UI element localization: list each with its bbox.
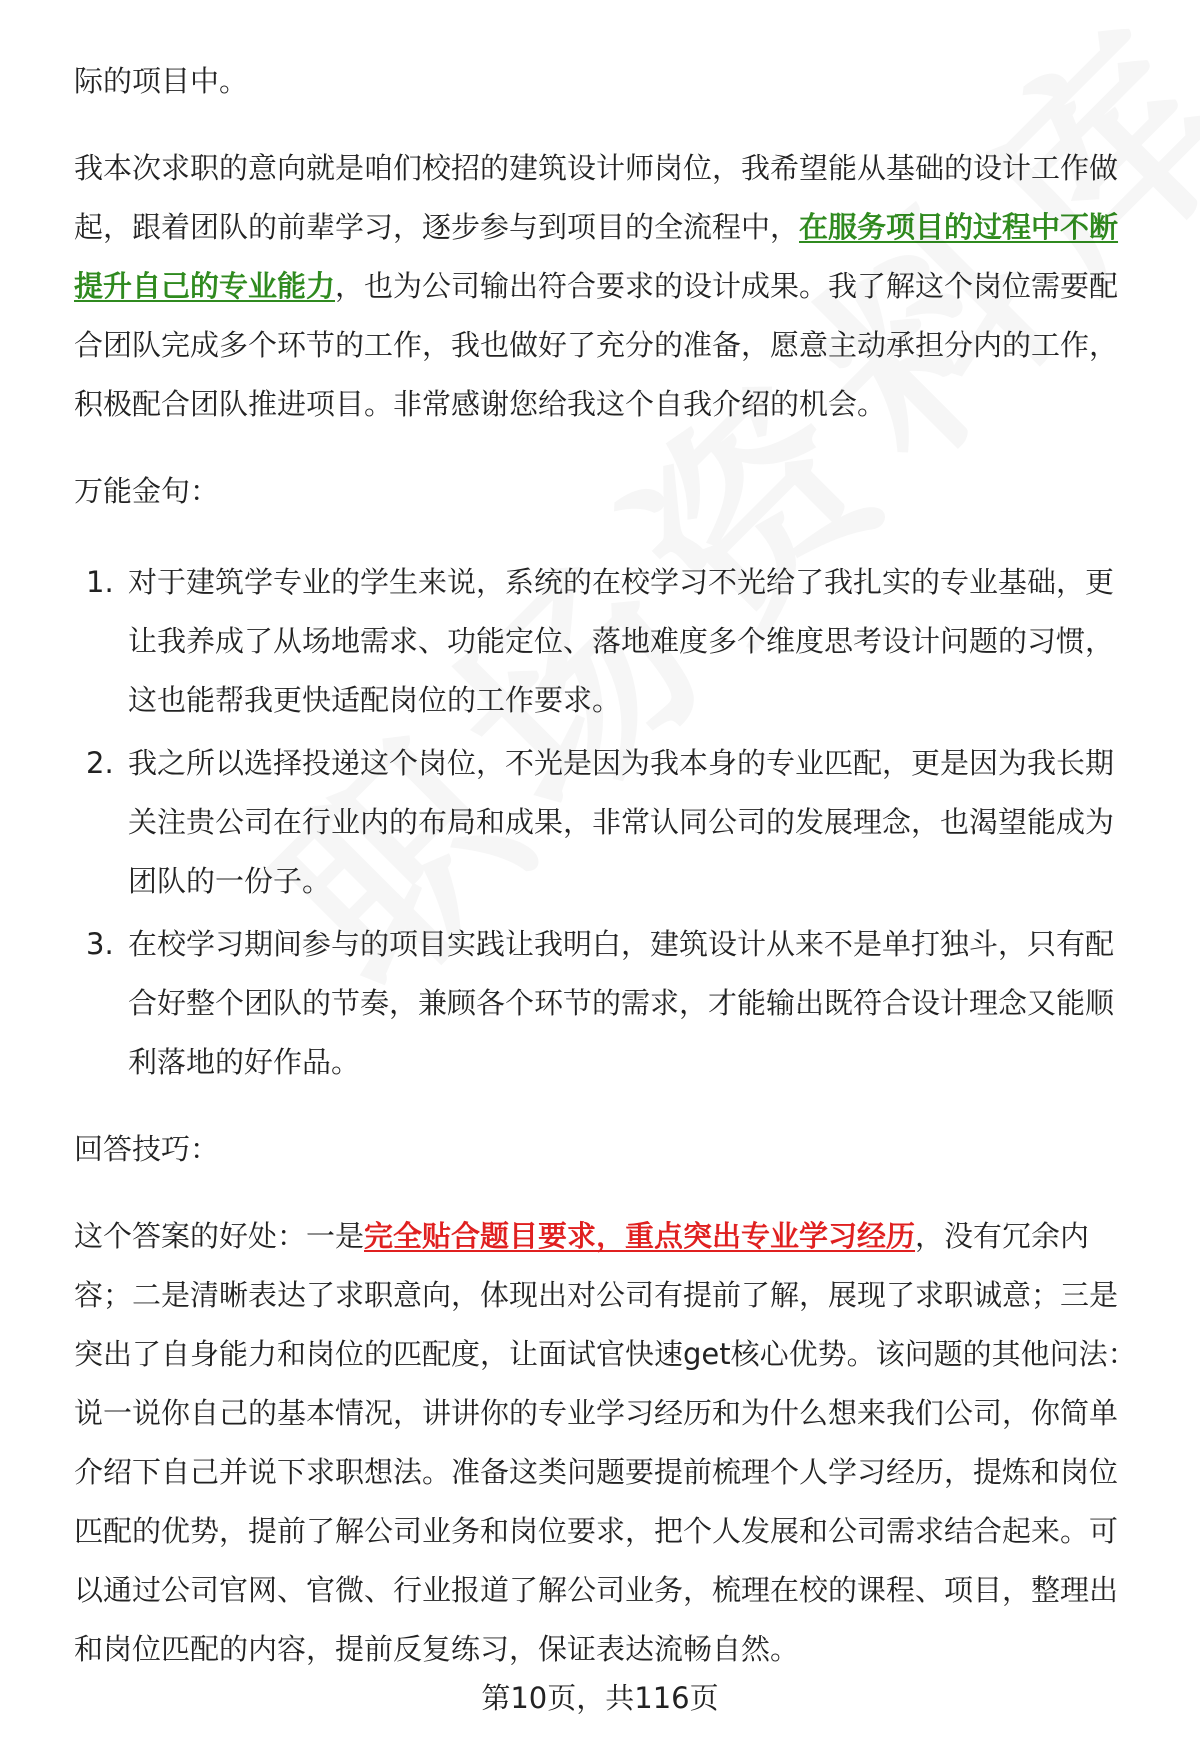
intention-text-after: ，也为公司输出符合要求的设计成果。我了解这个岗位需要配合团队完成多个环节的工作，我也做好了充分的准备，愿意主动承担分内的工作，积极配合团队推进项目。非常感谢您给我这个自我介绍的机会。	[74, 269, 1119, 421]
intention-highlight: 在服务项目的过程中不断提升自己的专业能力	[74, 210, 1119, 303]
page-number-footer: 第10页，共116页	[481, 1681, 719, 1715]
intention-text-before: 我本次求职的意向就是咱们校招的建筑设计师岗位，我希望能从基础的设计工作做起，跟着团队的前辈学习，逐步参与到项目的全流程中，	[74, 151, 1119, 244]
tips-highlight: 完全贴合题目要求，重点突出专业学习经历	[364, 1219, 916, 1253]
list-item-text: 在校学习期间参与的项目实践让我明白，建筑设计从来不是单打独斗，只有配合好整个团队的节奏，兼顾各个环节的需求，才能输出既符合设计理念又能顺利落地的好作品。	[128, 927, 1115, 1079]
list-item-number: 1.	[86, 565, 114, 599]
list-item	[74, 915, 1138, 1092]
intention-paragraph	[74, 139, 1138, 434]
quotes-heading: 万能金句：	[74, 474, 220, 508]
tips-text-before: 这个答案的好处：一是	[74, 1219, 365, 1253]
list-item-text: 对于建筑学专业的学生来说，系统的在校学习不光给了我扎实的专业基础，更让我养成了从场地需求、功能定位、落地难度多个维度思考设计问题的习惯，这也能帮我更快适配岗位的工作要求。	[128, 565, 1115, 717]
list-item-number: 3.	[86, 927, 114, 961]
tips-heading: 回答技巧：	[74, 1132, 220, 1166]
list-item	[74, 553, 1138, 730]
tips-text-after: ，没有冗余内容；二是清晰表达了求职意向，体现出对公司有提前了解，展现了求职诚意；三是突出了自身能力和岗位的匹配度，让面试官快速get核心优势。该问题的其他问法：说一说你自己的基本情况，讲讲你的专业学习经历和为什么想来我们公司，你简单介绍下自己并说下求职想法。准备这类问题要提前梳理个人学习经历，提炼和岗位匹配的优势，提前了解公司业务和岗位要求，把个人发展和公司需求结合起来。可以通过公司官网、官微、行业报道了解公司业务，梳理在校的课程、项目，整理出和岗位匹配的内容，提前反复练习，保证表达流畅自然。	[74, 1219, 1137, 1666]
quotes-list	[74, 553, 1138, 1092]
tips-paragraph	[74, 1207, 1138, 1679]
list-item-text: 我之所以选择投递这个岗位，不光是因为我本身的专业匹配，更是因为我长期关注贵公司在行业内的布局和成果，非常认同公司的发展理念，也渴望能成为团队的一份子。	[128, 746, 1115, 898]
list-item	[74, 734, 1138, 911]
list-item-number: 2.	[86, 746, 114, 780]
intro-tail: 际的项目中。	[74, 64, 249, 98]
